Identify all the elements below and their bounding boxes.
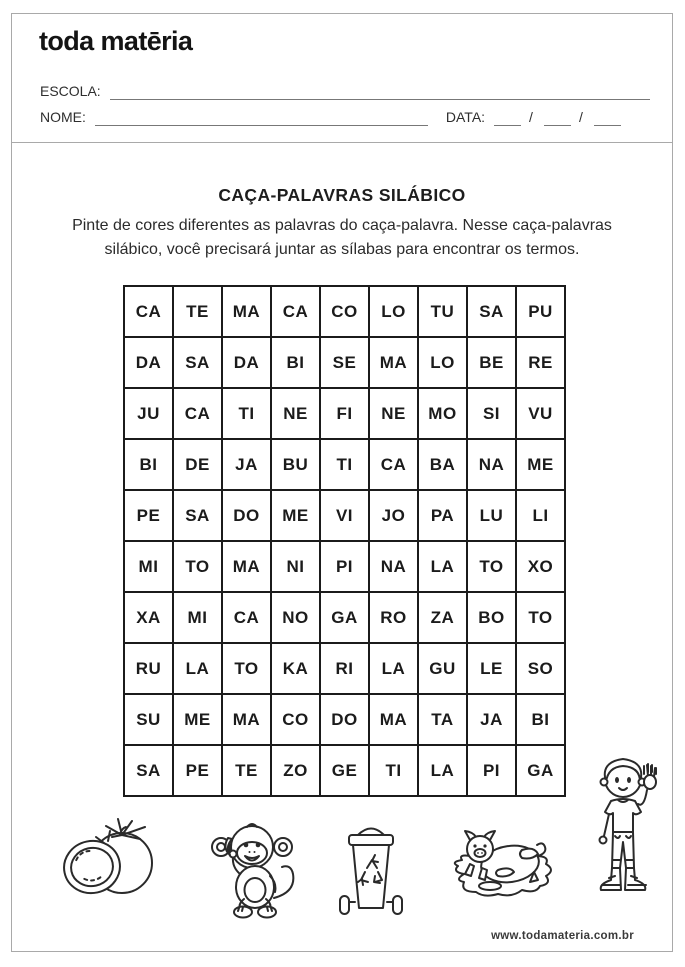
grid-row (124, 490, 565, 541)
syllable-cell[interactable]: BI (124, 439, 173, 490)
syllable-cell[interactable]: SA (173, 490, 222, 541)
syllable-cell[interactable]: PA (418, 490, 467, 541)
syllable-cell[interactable]: ZA (418, 592, 467, 643)
syllable-cell[interactable]: TO (516, 592, 565, 643)
syllable-cell[interactable]: TI (369, 745, 418, 796)
syllable-cell[interactable]: SU (124, 694, 173, 745)
syllable-cell[interactable]: CA (369, 439, 418, 490)
syllable-cell[interactable]: TU (418, 286, 467, 337)
syllable-cell[interactable]: CA (222, 592, 271, 643)
boy-waving-illustration-icon (589, 752, 661, 902)
syllable-cell[interactable]: CO (271, 694, 320, 745)
syllable-cell[interactable]: CA (271, 286, 320, 337)
syllable-cell[interactable]: BE (467, 337, 516, 388)
syllable-cell[interactable]: SE (320, 337, 369, 388)
syllable-cell[interactable]: PI (467, 745, 516, 796)
syllable-cell[interactable]: RO (369, 592, 418, 643)
worksheet-title: CAÇA-PALAVRAS SILÁBICO (218, 185, 466, 205)
syllable-cell[interactable]: MI (173, 592, 222, 643)
syllable-cell[interactable]: TE (173, 286, 222, 337)
trash-bin-illustration-icon (335, 820, 407, 920)
data-label: DATA: (445, 109, 486, 125)
syllable-cell[interactable]: PE (173, 745, 222, 796)
syllable-cell[interactable]: JU (124, 388, 173, 439)
nome-fill-line[interactable] (95, 110, 428, 126)
syllable-cell[interactable]: TI (222, 388, 271, 439)
syllable-cell[interactable]: TO (173, 541, 222, 592)
grid-row (124, 694, 565, 745)
syllable-cell[interactable]: PI (320, 541, 369, 592)
syllable-cell[interactable]: VU (516, 388, 565, 439)
grid-row (124, 592, 565, 643)
syllable-cell[interactable]: MA (369, 337, 418, 388)
syllable-cell[interactable]: BI (271, 337, 320, 388)
syllable-cell[interactable]: MA (222, 286, 271, 337)
syllable-cell[interactable]: PE (124, 490, 173, 541)
syllable-cell[interactable]: ME (173, 694, 222, 745)
syllable-cell[interactable]: MA (222, 541, 271, 592)
escola-fill-line[interactable] (110, 84, 650, 100)
syllable-cell[interactable]: BO (467, 592, 516, 643)
syllable-cell[interactable]: XO (516, 541, 565, 592)
syllable-cell[interactable]: TA (418, 694, 467, 745)
syllable-cell[interactable]: GE (320, 745, 369, 796)
syllable-cell[interactable]: TO (222, 643, 271, 694)
syllable-cell[interactable]: RI (320, 643, 369, 694)
date-day-fill-line[interactable] (494, 110, 521, 126)
date-separator: / (529, 109, 533, 125)
page-frame (11, 13, 673, 952)
worksheet-instructions: Pinte de cores diferentes as palavras do caça-palavra. Nesse caça-palavras silábico, você precisará juntar as sílabas para encontrar os termos. (72, 217, 612, 258)
syllable-cell[interactable]: BA (418, 439, 467, 490)
syllable-cell[interactable]: MI (124, 541, 173, 592)
syllable-cell[interactable]: MO (418, 388, 467, 439)
escola-field-row (40, 83, 650, 100)
syllable-cell[interactable]: ZO (271, 745, 320, 796)
syllable-cell[interactable]: NA (369, 541, 418, 592)
syllable-cell[interactable]: LA (173, 643, 222, 694)
syllable-cell[interactable]: LO (418, 337, 467, 388)
header-section (12, 14, 672, 143)
grid-row (124, 286, 565, 337)
syllable-cell[interactable]: TI (320, 439, 369, 490)
nome-label: NOME: (40, 109, 86, 125)
grid-row (124, 337, 565, 388)
tomato-illustration-icon (58, 813, 160, 907)
syllable-cell[interactable]: DO (320, 694, 369, 745)
syllable-cell[interactable]: NI (271, 541, 320, 592)
grid-row (124, 439, 565, 490)
syllable-cell[interactable]: SI (467, 388, 516, 439)
syllable-cell[interactable]: KA (271, 643, 320, 694)
syllable-cell[interactable]: LU (467, 490, 516, 541)
syllable-cell[interactable]: ME (271, 490, 320, 541)
syllable-cell[interactable]: MA (222, 694, 271, 745)
grid-row (124, 745, 565, 796)
syllable-cell[interactable]: SA (173, 337, 222, 388)
syllable-cell[interactable]: LA (418, 541, 467, 592)
syllable-grid-body (124, 286, 565, 796)
syllable-cell[interactable]: FI (320, 388, 369, 439)
syllable-cell[interactable]: BI (516, 694, 565, 745)
date-year-fill-line[interactable] (594, 110, 621, 126)
syllable-cell[interactable]: SA (124, 745, 173, 796)
date-month-fill-line[interactable] (544, 110, 571, 126)
syllable-cell[interactable]: DA (222, 337, 271, 388)
brand-logo: toda matēria (39, 26, 193, 56)
syllable-cell[interactable]: BU (271, 439, 320, 490)
syllable-cell[interactable]: TE (222, 745, 271, 796)
word-search-grid (123, 285, 566, 797)
syllable-cell[interactable]: DE (173, 439, 222, 490)
syllable-cell[interactable]: XA (124, 592, 173, 643)
syllable-cell[interactable]: LO (369, 286, 418, 337)
monkey-illustration-icon (206, 818, 303, 920)
syllable-cell[interactable]: JA (222, 439, 271, 490)
syllable-cell[interactable]: NO (271, 592, 320, 643)
footer-website-url: www.todamateria.com.br (491, 930, 634, 942)
syllable-cell[interactable]: NE (271, 388, 320, 439)
syllable-cell[interactable]: LA (369, 643, 418, 694)
syllable-cell[interactable]: TO (467, 541, 516, 592)
syllable-cell[interactable]: JA (467, 694, 516, 745)
syllable-cell[interactable]: GA (516, 745, 565, 796)
syllable-cell[interactable]: LI (516, 490, 565, 541)
syllable-cell[interactable]: DA (124, 337, 173, 388)
syllable-cell[interactable]: RE (516, 337, 565, 388)
syllable-cell[interactable]: ME (516, 439, 565, 490)
syllable-cell[interactable]: SO (516, 643, 565, 694)
data-field-group (446, 109, 621, 126)
escola-label: ESCOLA: (40, 83, 101, 99)
syllable-cell[interactable]: VI (320, 490, 369, 541)
date-separator: / (578, 109, 583, 125)
syllable-cell[interactable]: RU (124, 643, 173, 694)
grid-row (124, 643, 565, 694)
syllable-cell[interactable]: CA (173, 388, 222, 439)
syllable-cell[interactable]: CO (320, 286, 369, 337)
syllable-cell[interactable]: LA (418, 745, 467, 796)
syllable-cell[interactable]: CA (124, 286, 173, 337)
syllable-cell[interactable]: NE (369, 388, 418, 439)
grid-row (124, 541, 565, 592)
syllable-cell[interactable]: GA (320, 592, 369, 643)
syllable-cell[interactable]: GU (418, 643, 467, 694)
syllable-cell[interactable]: JO (369, 490, 418, 541)
grid-row (124, 388, 565, 439)
syllable-cell[interactable]: MA (369, 694, 418, 745)
nome-field-row (40, 109, 650, 126)
syllable-cell[interactable]: DO (222, 490, 271, 541)
syllable-cell[interactable]: LE (467, 643, 516, 694)
pig-in-mud-illustration-icon (446, 828, 556, 900)
syllable-cell[interactable]: NA (467, 439, 516, 490)
syllable-cell[interactable]: PU (516, 286, 565, 337)
syllable-cell[interactable]: SA (467, 286, 516, 337)
